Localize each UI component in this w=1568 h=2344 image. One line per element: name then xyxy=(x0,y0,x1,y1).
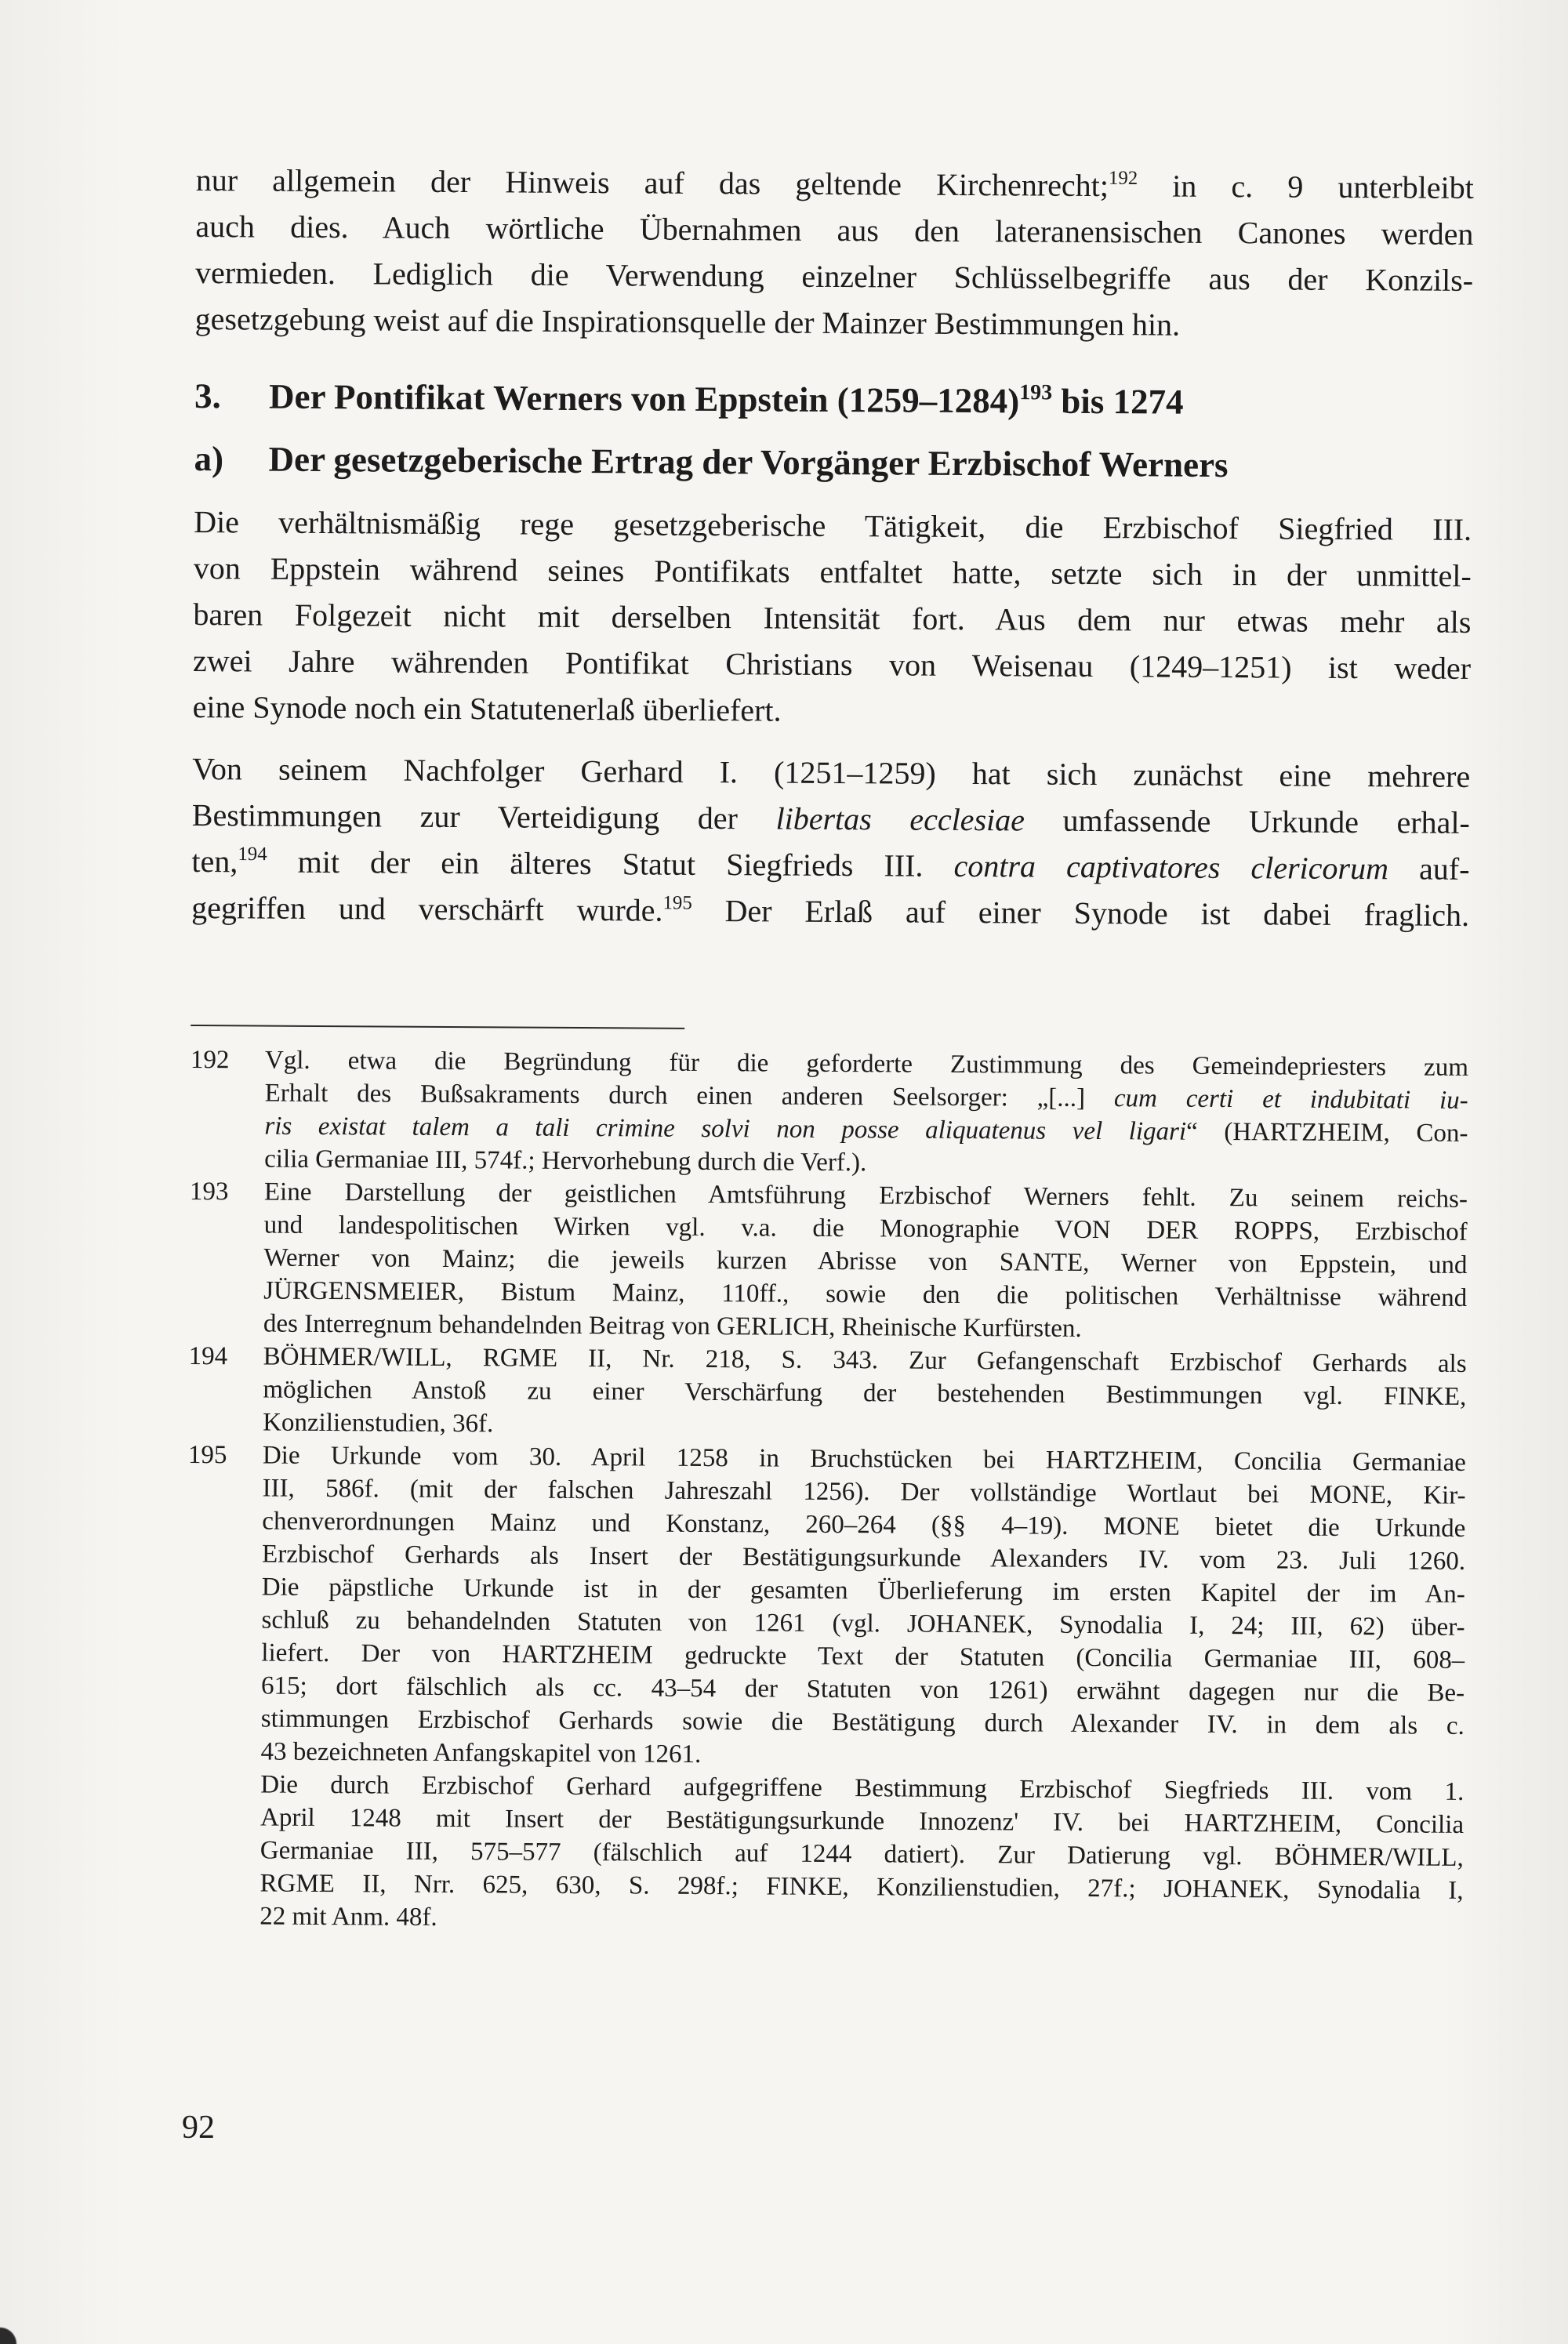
text-line: und landespolitischen Wirken vgl. v.a. die Monographie VON DER ROPPS, Erzbischof xyxy=(263,1210,1468,1246)
italic-term: libertas ecclesiae xyxy=(775,800,1025,838)
page-content xyxy=(185,157,1474,1940)
text-line: liefert. Der von HARTZHEIM gedruckte Text der Statuten (Concilia Germaniae III, 608– xyxy=(261,1638,1465,1675)
italic-quote: ris existat talem a tali crimine solvi non posse aliquatenus vel ligari xyxy=(264,1112,1187,1146)
text-line: RGME II, Nrr. 625, 630, S. 298f.; FINKE, Konzilienstudien, 27f.; JOHANEK, Synodalia I, xyxy=(260,1869,1464,1905)
footnote-number: 195 xyxy=(187,1440,227,1470)
text-line: cilia Germaniae III, 574f.; Hervorhebung durch die Verf.). xyxy=(264,1145,867,1177)
text-run: gegriffen und verschärft wurde. xyxy=(191,889,663,928)
footnote-number: 193 xyxy=(189,1177,229,1206)
paragraph-1 xyxy=(195,157,1474,350)
text-run: mit der ein älteres Statut Siegfrieds III. xyxy=(267,844,954,884)
text-line: Eine Darstellung der geistlichen Amtsführung Erzbischof Werners fehlt. Zu seinem reichs- xyxy=(263,1177,1468,1214)
text-line xyxy=(191,884,1469,938)
text-run: auf- xyxy=(1388,851,1470,887)
footnote-body xyxy=(263,1341,1467,1446)
section-number: 3. xyxy=(194,376,222,416)
subsection-heading-a xyxy=(194,434,1472,491)
text-line: chenverordnungen Mainz und Konstanz, 260–264 (§§ 4–19). MONE bietet die Urkunde xyxy=(262,1507,1466,1543)
text-run: ten, xyxy=(191,843,238,880)
page-corner-shadow xyxy=(0,2297,31,2344)
footnote-194 xyxy=(188,1340,1467,1446)
text-line: von Eppstein während seines Pontifikats entfaltet hatte, setzte sich in der unmittel- xyxy=(193,550,1472,593)
footnote-number: 192 xyxy=(190,1045,230,1075)
text-line: 43 bezeichneten Anfangskapitel von 1261. xyxy=(260,1737,702,1769)
text-line: des Interregnum behandelnden Beitrag von GERLICH, Rheinische Kurfürsten. xyxy=(263,1309,1082,1343)
footnote-ref-195: 195 xyxy=(662,892,692,914)
text-run: Bestimmungen zur Verteidigung der xyxy=(191,796,776,836)
footnote-193 xyxy=(189,1175,1468,1348)
text-line: Werner von Mainz; die jeweils kurzen Abrisse von SANTE, Werner von Eppstein, und xyxy=(263,1243,1468,1279)
text-run: Der Erlaß auf einer Synode ist dabei fraglich. xyxy=(691,892,1470,933)
footnote-ref-192: 192 xyxy=(1108,167,1138,189)
footnote-ref-193: 193 xyxy=(1019,380,1053,405)
text-run: umfassende Urkunde erhal- xyxy=(1024,802,1470,840)
text-line: 615; dort fälschlich als cc. 43–54 der Statuten von 1261) erwähnt dagegen nur die Be- xyxy=(260,1671,1465,1707)
section-title: Der Pontifikat Werners von Eppstein (1259–1284) xyxy=(268,376,1020,421)
italic-term: contra captivatores clericorum xyxy=(953,847,1389,887)
text-line: eine Synode noch ein Statutenerlaß überliefert. xyxy=(192,688,782,728)
text-line: Konzilienstudien, 36f. xyxy=(263,1408,494,1439)
text-line: baren Folgezeit nicht mit derselben Intensität fort. Aus dem nur etwas mehr als xyxy=(193,596,1472,640)
italic-quote: cum certi et indubitati iu- xyxy=(1113,1084,1468,1115)
section-heading-3 xyxy=(194,372,1472,428)
footnote-body xyxy=(263,1176,1468,1348)
text-line: schluß zu behandelnden Statuten von 1261 (vgl. JOHANEK, Synodalia I, 24; III, 62) über- xyxy=(261,1606,1465,1642)
text-line: 22 mit Anm. 48f. xyxy=(260,1902,437,1932)
text-line: zwei Jahre währenden Pontifikat Christians von Weisenau (1249–1251) ist weder xyxy=(192,642,1472,686)
text-line xyxy=(191,838,1469,892)
footnotes xyxy=(185,1043,1468,1940)
text-line: Die päpstliche Urkunde ist in der gesamten Überlieferung im ersten Kapitel der im An- xyxy=(261,1573,1465,1609)
footnote-195 xyxy=(185,1439,1466,1940)
section-title-tail: bis 1274 xyxy=(1051,381,1184,422)
text-line: Von seinem Nachfolger Gerhard I. (1251–1259) hat sich zunächst eine mehrere xyxy=(192,750,1471,794)
text-line: Die verhältnismäßig rege gesetzgeberische Tätigkeit, die Erzbischof Siegfried III. xyxy=(194,503,1472,547)
text-line: BÖHMER/WILL, RGME II, Nr. 218, S. 343. Zur Gefangenschaft Erzbischof Gerhards als xyxy=(263,1342,1467,1378)
text-line xyxy=(196,157,1474,211)
subsection-number: a) xyxy=(194,438,224,479)
text-line: Erzbischof Gerhards als Insert der Bestätigungsurkunde Alexanders IV. vom 23. Juli 1260. xyxy=(262,1540,1466,1576)
footnote-ref-194: 194 xyxy=(238,843,267,865)
page-number: 92 xyxy=(182,2110,215,2146)
paragraph-2 xyxy=(193,499,1472,738)
text-line: auch dies. Auch wörtliche Übernahmen aus den lateranensischen Canones werden xyxy=(195,208,1474,252)
text-line: Vgl. etwa die Begründung für die geforderte Zustimmung des Gemeindepriesters zum xyxy=(264,1046,1469,1082)
text-line: stimmungen Erzbischof Gerhards sowie die Bestätigung durch Alexander IV. in dem als c. xyxy=(260,1704,1465,1740)
text-line: gesetzgebung weist auf die Inspirationsquelle der Mainzer Bestimmungen hin. xyxy=(194,300,1181,343)
text-run: Erhalt des Bußsakraments durch einen anderen Seelsorger: „[...] xyxy=(264,1079,1115,1113)
text-line: April 1248 mit Insert der Bestätigungsurkunde Innozenz' IV. bei HARTZHEIM, Concilia xyxy=(260,1803,1465,1839)
text-run: in c. 9 unterbleibt xyxy=(1137,168,1474,205)
subsection-title: Der gesetzgeberische Ertrag der Vorgänger Erzbischof Werners xyxy=(268,439,1229,485)
footnote-192 xyxy=(190,1043,1468,1183)
text-run: nur allgemein der Hinweis auf das geltende Kirchenrecht; xyxy=(195,161,1109,204)
paragraph-3 xyxy=(191,746,1470,938)
text-line: Die Urkunde vom 30. April 1258 in Bruchstücken bei HARTZHEIM, Concilia Germaniae xyxy=(262,1441,1466,1477)
footnote-body xyxy=(260,1439,1466,1940)
text-line xyxy=(192,792,1470,846)
footnote-number: 194 xyxy=(188,1341,228,1371)
text-line: JÜRGENSMEIER, Bistum Mainz, 110ff., sowie den die politischen Verhältnisse während xyxy=(263,1276,1468,1312)
text-line: vermieden. Lediglich die Verwendung einzelner Schlüsselbegriffe aus der Konzils- xyxy=(194,254,1474,298)
text-line: III, 586f. (mit der falschen Jahreszahl 1256). Der vollständige Wortlaut bei MONE, Kir- xyxy=(262,1474,1466,1510)
footnote-body xyxy=(264,1044,1468,1183)
text-line: möglichen Anstoß zu einer Verschärfung der bestehenden Bestimmungen vgl. FINKE, xyxy=(263,1375,1467,1411)
text-line: Germaniae III, 575–577 (fälschlich auf 1244 datiert). Zur Datierung vgl. BÖHMER/WILL, xyxy=(260,1836,1464,1872)
footnote-separator xyxy=(191,1025,684,1029)
text-line: Die durch Erzbischof Gerhard aufgegriffene Bestimmung Erzbischof Siegfrieds III. vom 1. xyxy=(260,1770,1465,1806)
text-run: “ (HARTZHEIM, Con- xyxy=(1185,1117,1468,1148)
